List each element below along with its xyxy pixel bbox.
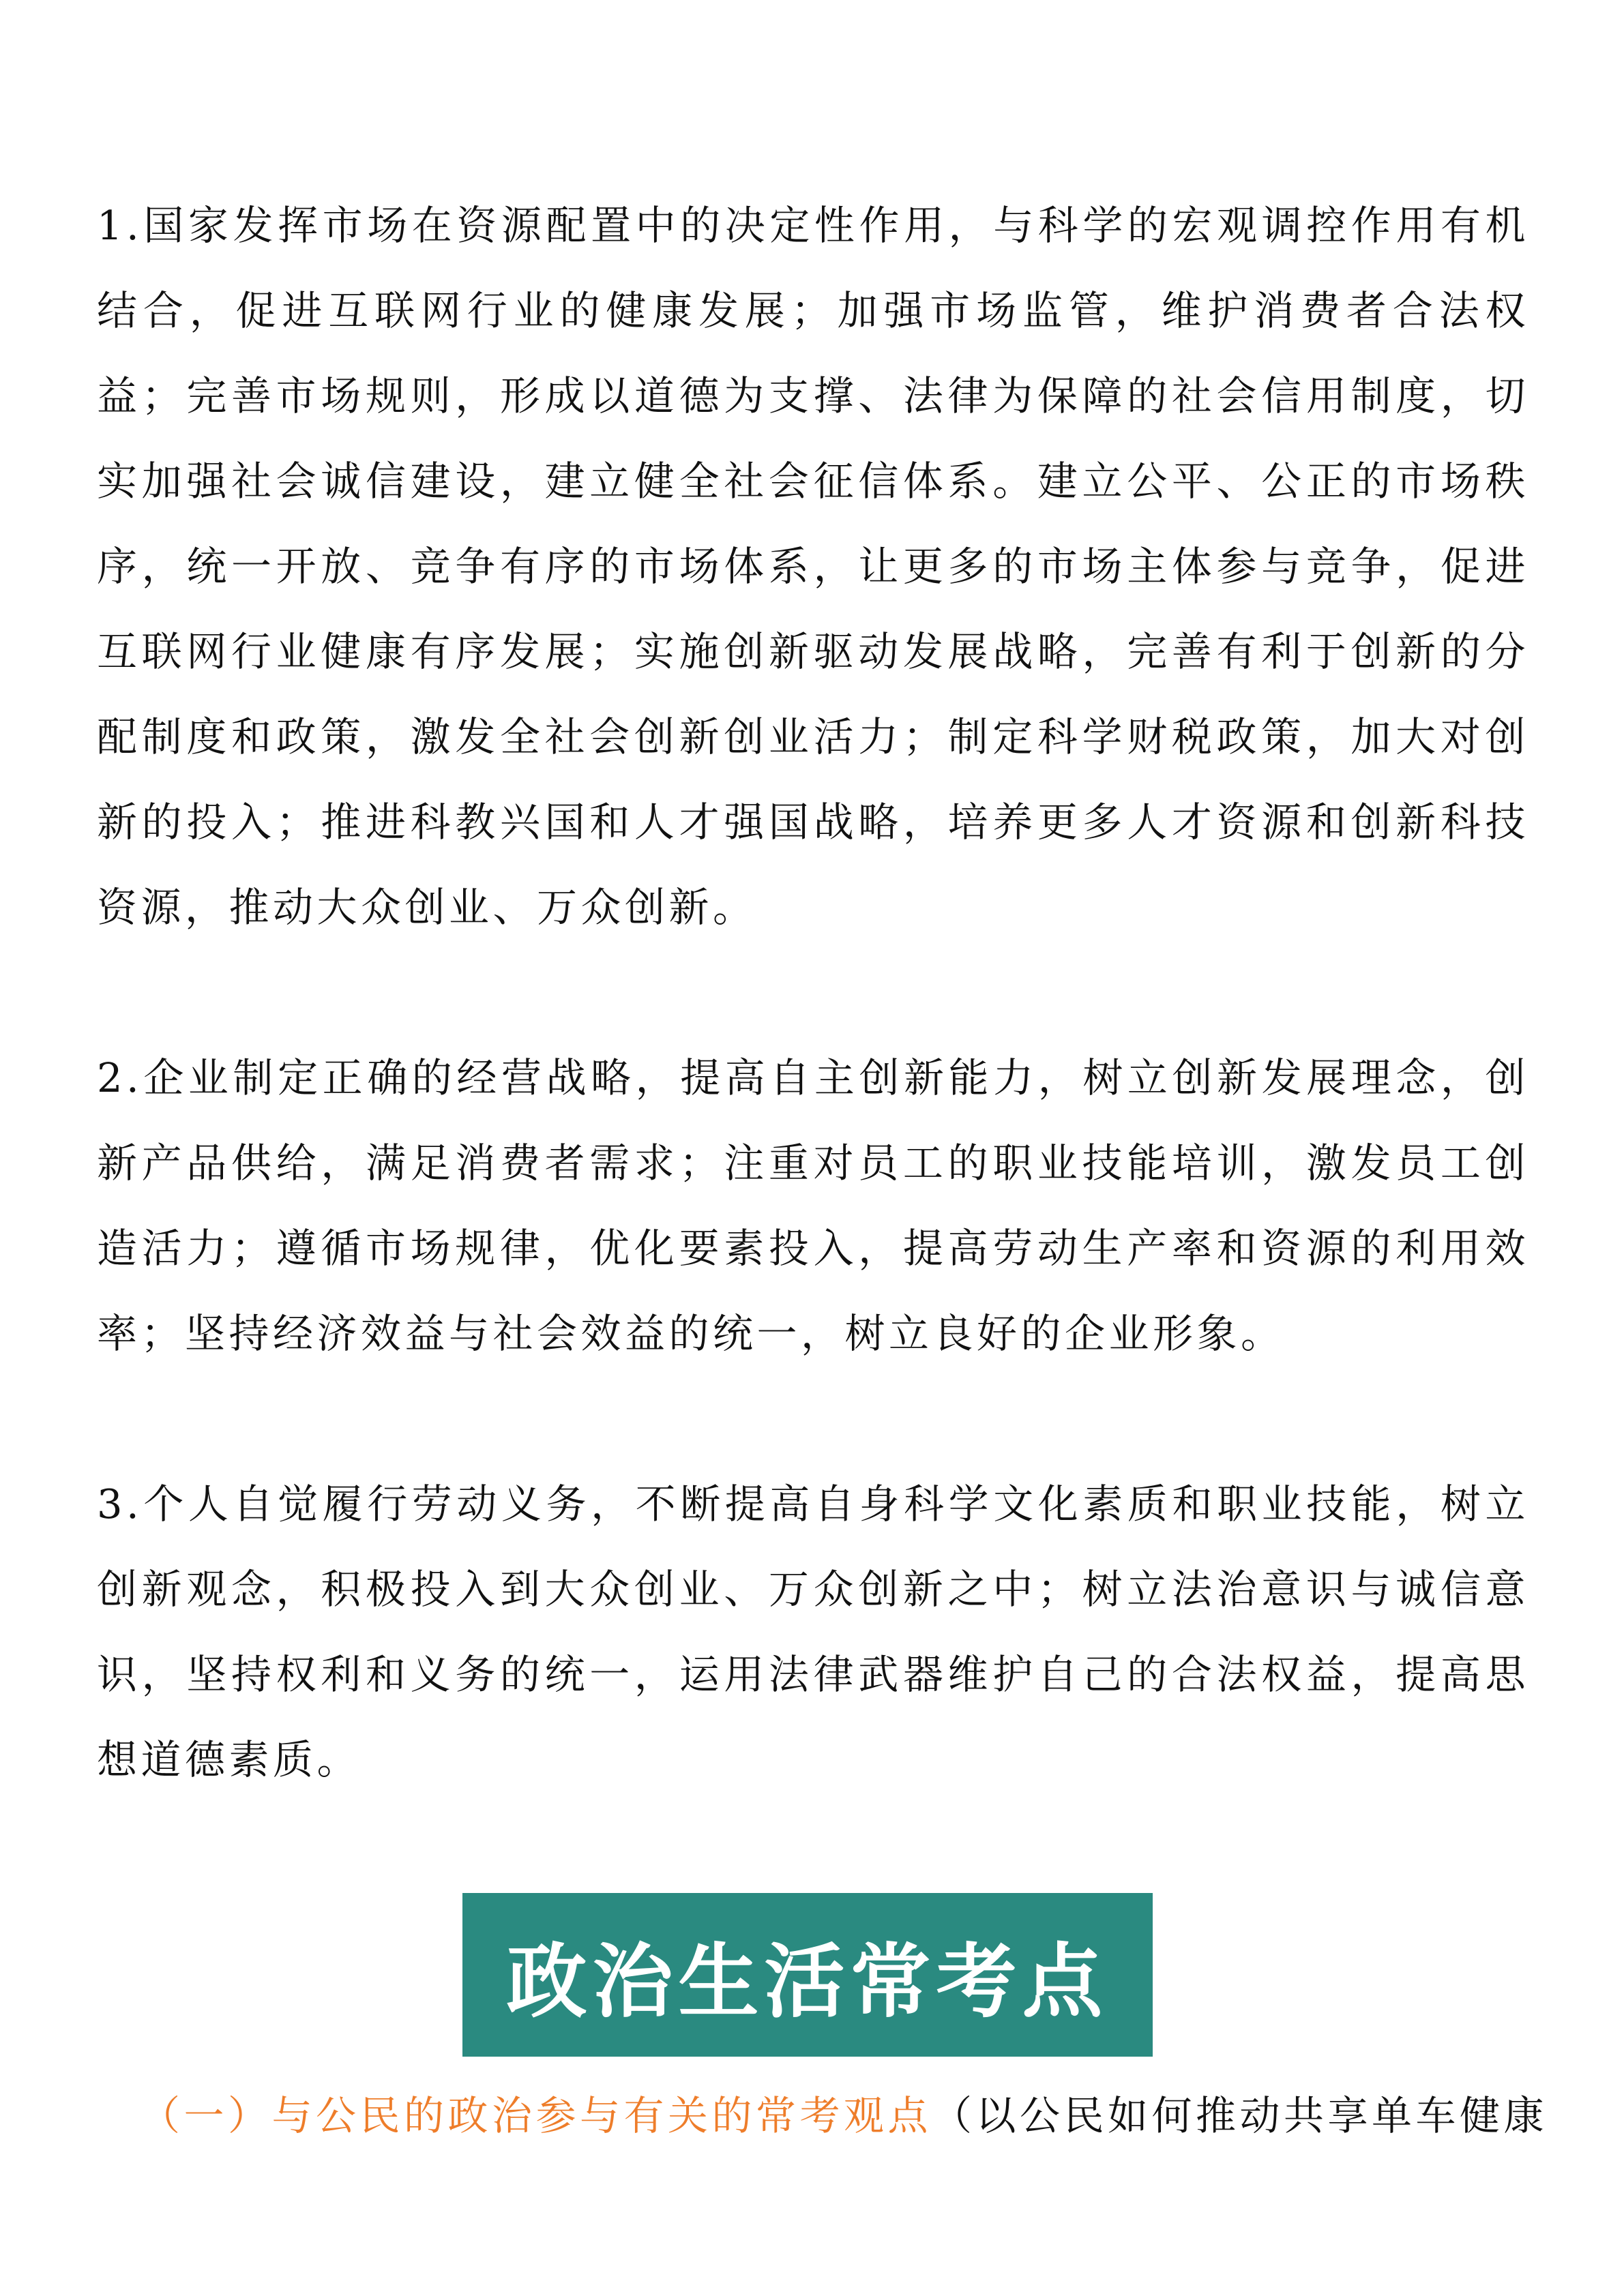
paragraph-1: 1.国家发挥市场在资源配置中的决定性作用，与科学的宏观调控作用有机结合，促进互联网行业的健康发展；加强市场监管，维护消费者合法权益；完善市场规则，形成以道德为支撑、法律为保障的社会信用制度，切实加强社会诚信建设，建立健全社会征信体系。建立公平、公正的市场秩序，统一开放、竞争有序的市场体系，让更多的市场主体参与竞争，促进互联网行业健康有序发展；实施创新驱动发展战略，完善有利于创新的分配制度和政策，激发全社会创新创业活力；制定科学财税政策，加大对创新的投入；推进科教兴国和人才强国战略，培养更多人才资源和创新科技资源，推动大众创业、万众创新。 bbox=[97, 202, 1529, 931]
section-banner bbox=[462, 1893, 1153, 2057]
paragraph-3: 3.个人自觉履行劳动义务，不断提高自身科学文化素质和职业技能，树立创新观念，积极投入到大众创业、万众创新之中；树立法治意识与诚信意识，坚持权利和义务的统一，运用法律武器维护自己的合法权益，提高思想道德素质。 bbox=[97, 1480, 1529, 1783]
paragraph-2: 2.企业制定正确的经营战略，提高自主创新能力，树立创新发展理念，创新产品供给，满足消费者需求；注重对员工的职业技能培训，激发员工创造活力；遵循市场规律，优化要素投入，提高劳动生产率和资源的利用效率；坚持经济效益与社会效益的统一，树立良好的企业形象。 bbox=[97, 1054, 1529, 1357]
document-body bbox=[97, 183, 1529, 1783]
subheading-rest: （以公民如何推动共享单车健康 bbox=[932, 2092, 1548, 2139]
subheading-highlight: （一）与公民的政治参与有关的常考观点 bbox=[140, 2092, 932, 2139]
section-banner-title: 政治生活常考点 bbox=[506, 1935, 1108, 2029]
section-banner-wrapper bbox=[0, 1893, 1624, 2057]
subheading bbox=[140, 2073, 1548, 2158]
